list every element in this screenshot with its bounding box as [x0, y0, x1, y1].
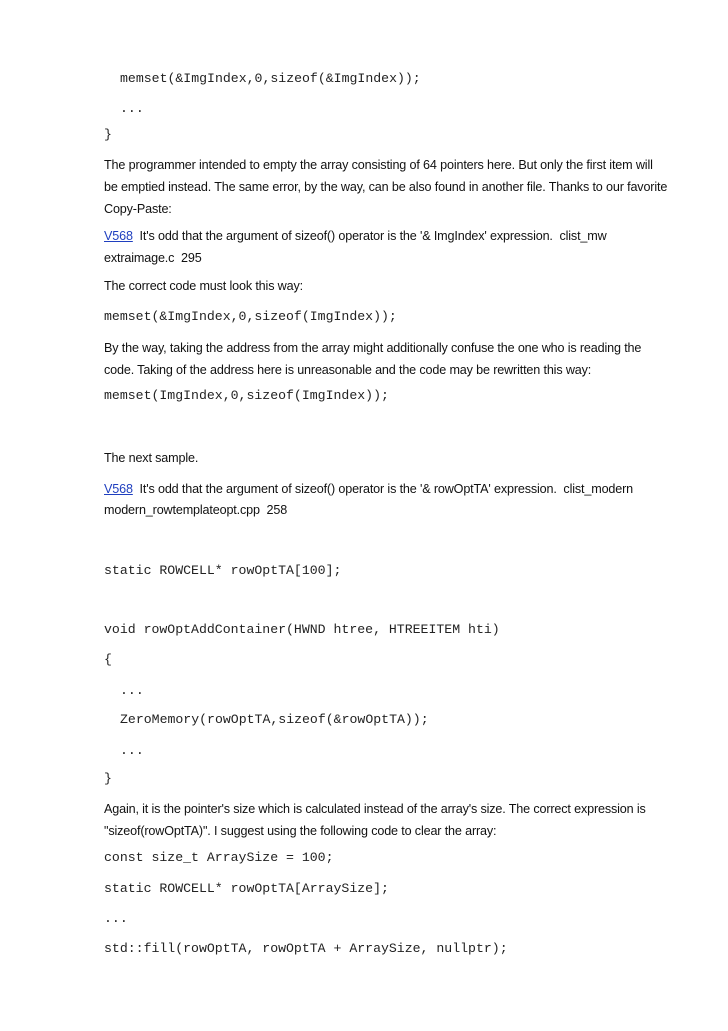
- code-line: std::fill(rowOptTA, rowOptTA + ArraySize, nullptr);: [104, 941, 508, 956]
- diagnostic-text: It's odd that the argument of sizeof() operator is the '& ImgIndex' expression. clist_mw: [132, 229, 607, 243]
- code-line: memset(ImgIndex,0,sizeof(ImgIndex));: [104, 388, 389, 403]
- code-line: static ROWCELL* rowOptTA[100];: [104, 563, 342, 578]
- code-line: static ROWCELL* rowOptTA[ArraySize];: [104, 881, 389, 896]
- diagnostic-location: modern_rowtemplateopt.cpp 258: [104, 503, 288, 517]
- diagnostic-text: It's odd that the argument of sizeof() operator is the '& rowOptTA' expression. clist_modern: [132, 482, 634, 496]
- code-line: ...: [120, 683, 144, 698]
- code-line: ZeroMemory(rowOptTA,sizeof(&rowOptTA));: [120, 712, 429, 727]
- paragraph-line: be emptied instead. The same error, by the way, can be also found in another file. Thanks to our favorite: [104, 180, 668, 194]
- paragraph-line: By the way, taking the address from the array might additionally confuse the one who is reading the: [104, 341, 642, 355]
- paragraph-line: The programmer intended to empty the array consisting of 64 pointers here. But only the first item will: [104, 158, 653, 172]
- paragraph-line: "sizeof(rowOptTA)". I suggest using the following code to clear the array:: [104, 824, 497, 838]
- code-line: memset(&ImgIndex,0,sizeof(&ImgIndex));: [120, 71, 421, 86]
- code-line: {: [104, 652, 112, 667]
- diagnostic-link[interactable]: V568: [104, 229, 133, 243]
- code-line: ...: [120, 101, 144, 116]
- code-line: }: [104, 127, 112, 142]
- code-line: ...: [104, 911, 128, 926]
- diagnostic-link[interactable]: V568: [104, 482, 133, 496]
- paragraph-line: The correct code must look this way:: [104, 279, 303, 293]
- diagnostic-line: [104, 481, 633, 497]
- code-line: const size_t ArraySize = 100;: [104, 850, 334, 865]
- paragraph-line: Copy-Paste:: [104, 202, 172, 216]
- code-line: void rowOptAddContainer(HWND htree, HTREEITEM hti): [104, 622, 500, 637]
- code-line: ...: [120, 743, 144, 758]
- code-line: }: [104, 771, 112, 786]
- code-line: memset(&ImgIndex,0,sizeof(ImgIndex));: [104, 309, 397, 324]
- diagnostic-location: extraimage.c 295: [104, 251, 202, 265]
- paragraph-line: The next sample.: [104, 451, 199, 465]
- paragraph-line: code. Taking of the address here is unreasonable and the code may be rewritten this way:: [104, 363, 592, 377]
- paragraph-line: Again, it is the pointer's size which is calculated instead of the array's size. The correct expression is: [104, 802, 646, 816]
- diagnostic-line: [104, 228, 607, 244]
